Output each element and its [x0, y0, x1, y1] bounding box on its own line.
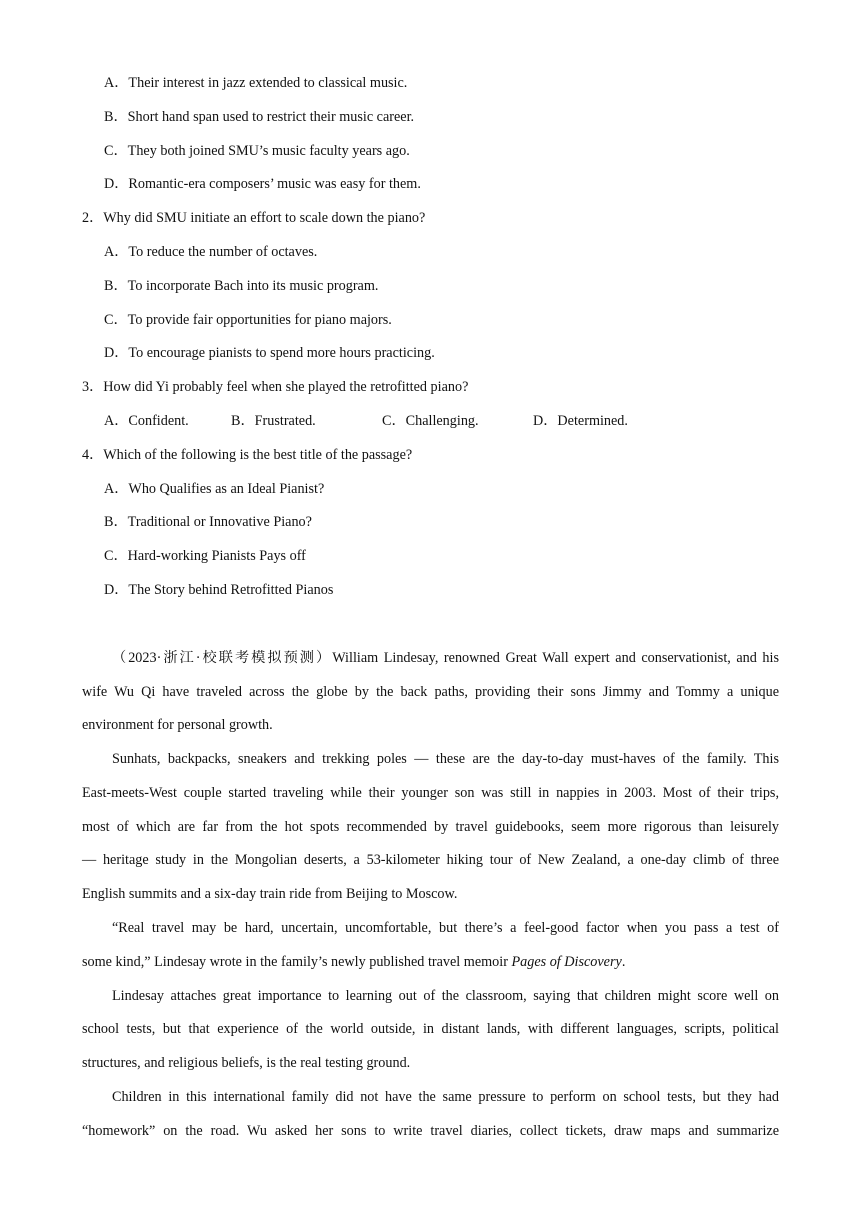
- passage-line: English summits and a six-day train ride from Beijing to Moscow.: [82, 886, 458, 902]
- q3-options-row: [0, 411, 860, 431]
- passage-line: （2023·浙江·校联考模拟预测）William Lindesay, renowned Great Wall expert and conservationist, and his: [112, 650, 779, 666]
- q2-option-c[interactable]: C．To provide fair opportunities for piano majors.: [104, 312, 392, 328]
- q4-option-d[interactable]: D．The Story behind Retrofitted Pianos: [104, 582, 334, 598]
- q1-option-b[interactable]: B．Short hand span used to restrict their music career.: [104, 109, 415, 125]
- passage-line: school tests, but that experience of the world outside, in distant lands, with different languages, scripts, political: [82, 1021, 779, 1037]
- passage-line: [82, 952, 625, 972]
- q2-stem: 2．Why did SMU initiate an effort to scale down the piano?: [82, 210, 426, 226]
- q4-option-a[interactable]: A．Who Qualifies as an Ideal Pianist?: [104, 481, 325, 497]
- q3-option-c[interactable]: C．Challenging.: [382, 413, 479, 429]
- q4-option-c[interactable]: C．Hard-working Pianists Pays off: [104, 548, 306, 564]
- passage-line: “Real travel may be hard, uncertain, uncomfortable, but there’s a feel-good factor when you pass a test of: [112, 920, 779, 936]
- q2-option-b[interactable]: B．To incorporate Bach into its music program.: [104, 278, 379, 294]
- q1-option-d[interactable]: D．Romantic-era composers’ music was easy for them.: [104, 176, 421, 192]
- passage-text: some kind,” Lindesay wrote in the family’s newly published travel memoir: [82, 954, 512, 970]
- passage-line: environment for personal growth.: [82, 717, 273, 733]
- passage-line: “homework” on the road. Wu asked her sons to write travel diaries, collect tickets, draw maps and summarize: [82, 1123, 779, 1139]
- q4-option-b[interactable]: B．Traditional or Innovative Piano?: [104, 514, 312, 530]
- passage-line: Sunhats, backpacks, sneakers and trekking poles — these are the day-to-day must-haves of the family. This: [112, 751, 779, 767]
- q3-option-d[interactable]: D．Determined.: [533, 413, 628, 429]
- q2-option-a[interactable]: A．To reduce the number of octaves.: [104, 244, 318, 260]
- passage-line: Lindesay attaches great importance to learning out of the classroom, saying that children might score well on: [112, 988, 779, 1004]
- passage-line: — heritage study in the Mongolian deserts, a 53-kilometer hiking tour of New Zealand, a one-day climb of three: [82, 852, 779, 868]
- book-title: Pages of Discovery: [511, 954, 622, 970]
- passage-line: most of which are far from the hot spots recommended by travel guidebooks, seem more rigorous than leisurely: [82, 819, 779, 835]
- passage-text: .: [621, 954, 626, 970]
- q4-stem: 4．Which of the following is the best title of the passage?: [82, 447, 413, 463]
- passage-line: wife Wu Qi have traveled across the globe by the back paths, providing their sons Jimmy and Tommy a unique: [82, 684, 779, 700]
- q1-option-c[interactable]: C．They both joined SMU’s music faculty years ago.: [104, 143, 410, 159]
- q1-option-a[interactable]: A．Their interest in jazz extended to classical music.: [104, 75, 408, 91]
- q2-option-d[interactable]: D．To encourage pianists to spend more hours practicing.: [104, 345, 435, 361]
- passage-line: East-meets-West couple started traveling while their younger son was still in nappies in 2003. Most of their trips,: [82, 785, 779, 801]
- q3-option-b[interactable]: B．Frustrated.: [231, 413, 316, 429]
- q3-stem: 3．How did Yi probably feel when she played the retrofitted piano?: [82, 379, 469, 395]
- passage-line: Children in this international family did not have the same pressure to perform on school tests, but they had: [112, 1089, 779, 1105]
- q3-option-a[interactable]: A．Confident.: [104, 413, 189, 429]
- passage-line: structures, and religious beliefs, is the real testing ground.: [82, 1055, 411, 1071]
